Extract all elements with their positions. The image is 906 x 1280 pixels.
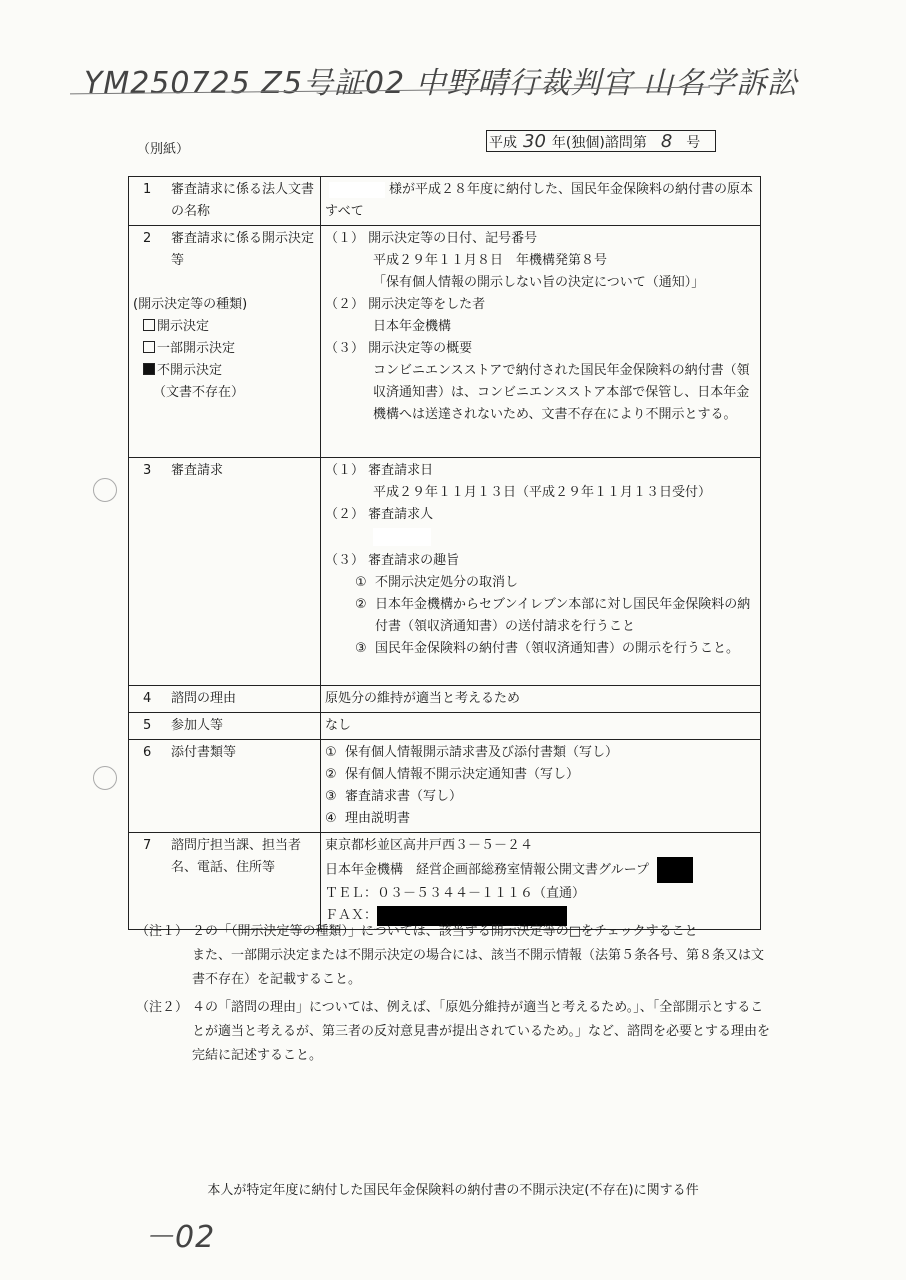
contact-address: 東京都杉並区高井戸西３－５－２４ xyxy=(325,838,534,853)
note xyxy=(136,996,776,1068)
row-number: 4 xyxy=(143,691,152,706)
checkbox-checked-icon xyxy=(143,363,155,375)
note xyxy=(136,920,776,992)
item-mark: ③ xyxy=(355,641,367,656)
row-number: 7 xyxy=(143,838,152,853)
row-label: 添付書類等 xyxy=(171,745,237,760)
request-purpose-heading: （３） 審査請求の趣旨 xyxy=(325,553,460,568)
row6-label-cell xyxy=(129,740,321,833)
table-row xyxy=(129,177,761,226)
table-row xyxy=(129,740,761,833)
row4-label-cell xyxy=(129,686,321,713)
item-mark: ③ xyxy=(325,789,337,804)
row-label: 諮問庁担当課、担当者名、電話、住所等 xyxy=(171,838,302,875)
case-prefix: 平成 xyxy=(489,135,517,151)
request-date: 平成２９年１１月１３日（平成２９年１１月１３日受付） xyxy=(373,485,712,500)
row7-content-cell xyxy=(321,833,761,930)
decision-summary: コンビニエンスストアで納付された国民年金保険料の納付書（領収済通知書）は、コンビニエンスストア本部で保管し、日本年金機構へは送達されないため、文書不存在により不開示とする。 xyxy=(373,363,750,422)
purpose-item xyxy=(325,572,756,594)
attachment-item xyxy=(325,786,756,808)
attachment-item xyxy=(325,764,756,786)
item-text: 保有個人情報開示請求書及び添付書類（写し） xyxy=(345,745,619,760)
contact-dept: 日本年金機構 経営企画部総務室情報公開文書グループ xyxy=(325,862,649,878)
handwritten-header: YM250725 Z5号証02 中野晴行裁判官 山名学訴訟 xyxy=(84,66,799,101)
item-mark: ② xyxy=(355,597,367,612)
requester-heading: （２） 審査請求人 xyxy=(325,507,434,522)
option-label: 開示決定 xyxy=(157,319,210,334)
item-mark: ① xyxy=(355,575,367,590)
row3-content-cell xyxy=(321,458,761,686)
item-mark: ④ xyxy=(325,811,337,826)
decision-date: 平成２９年１１月８日 年機構発第８号 xyxy=(373,253,608,268)
row-number: 2 xyxy=(143,231,152,246)
decision-summary-heading: （３） 開示決定等の概要 xyxy=(325,341,473,356)
row2-content-cell xyxy=(321,226,761,458)
document-subject: 本人が特定年度に納付した国民年金保険料の納付書の不開示決定(不存在)に関する件 xyxy=(207,1183,699,1198)
contact-fax: ＦＡＸ： xyxy=(325,908,378,923)
attachment-item xyxy=(325,742,756,764)
request-date-heading: （１） 審査請求日 xyxy=(325,463,434,478)
attachment-label: （別紙） xyxy=(137,142,190,157)
table-row xyxy=(129,226,761,458)
table-row xyxy=(129,833,761,930)
row-number: 3 xyxy=(143,463,152,478)
row-label: 諮問の理由 xyxy=(171,691,237,706)
option-label: 不開示決定 xyxy=(157,363,223,378)
requester-name xyxy=(325,526,756,550)
contact-tel: ＴＥＬ：０３－５３４４－１１１６（直通） xyxy=(325,886,586,901)
purpose-item xyxy=(325,638,756,660)
checkbox-unchecked-icon xyxy=(143,341,155,353)
case-number-box xyxy=(486,130,716,152)
case-number: 8 xyxy=(660,131,673,152)
row-number: 5 xyxy=(143,718,152,733)
row6-content-cell xyxy=(321,740,761,833)
decision-title: 「保有個人情報の開示しない旨の決定について（通知）」 xyxy=(373,275,705,290)
note-line: また、一部開示決定または不開示決定の場合には、該当不開示情報（法第５条各号、第８条又は文書不存在）を記載すること。 xyxy=(192,948,765,987)
redaction-black xyxy=(657,857,693,883)
option-reason: （文書不存在） xyxy=(153,385,245,400)
option-disclose xyxy=(133,316,316,338)
decision-maker: 日本年金機構 xyxy=(373,319,452,334)
note-tag: （注１） xyxy=(136,924,189,939)
table-row xyxy=(129,458,761,686)
row4-content-cell: 原処分の維持が適当と考えるため xyxy=(321,686,761,713)
inquiry-table xyxy=(128,176,761,930)
item-mark: ② xyxy=(325,767,337,782)
row-label: 審査請求に係る開示決定等 xyxy=(171,231,315,268)
item-text: 日本年金機構からセブンイレブン本部に対し国民年金保険料の納付書（領収済通知書）の送付請求を行うこと xyxy=(375,597,751,634)
item-text: 国民年金保険料の納付書（領収済通知書）の開示を行うこと。 xyxy=(375,641,740,656)
note-tag: （注２） xyxy=(136,1000,189,1015)
document-name: 様が平成２８年度に納付した、国民年金保険料の納付書の原本すべて xyxy=(325,182,754,219)
option-label: 一部開示決定 xyxy=(157,341,236,356)
contact-dept-line xyxy=(325,857,756,883)
note-line: ４の「諮問の理由」については、例えば、「原処分維持が適当と考えるため。」、「全部開示とすることが適当と考えるが、第三者の反対意見書が提出されているため。」など、諮問を必要とする理由を完結に記述すること。 xyxy=(192,1000,770,1063)
redaction-white xyxy=(329,182,385,198)
note-line: ２の「（開示決定等の種類）」については、該当する開示決定等の□をチェックすること xyxy=(192,924,698,939)
item-text: 理由説明書 xyxy=(345,811,411,826)
punch-hole xyxy=(93,478,117,502)
table-row xyxy=(129,686,761,713)
handwritten-footer: －02 xyxy=(144,1220,216,1255)
row-label: 参加人等 xyxy=(171,718,224,733)
checkbox-unchecked-icon xyxy=(143,319,155,331)
punch-hole xyxy=(93,766,117,790)
table-row xyxy=(129,713,761,740)
decision-maker-heading: （２） 開示決定等をした者 xyxy=(325,297,486,312)
attachment-item xyxy=(325,808,756,830)
option-partial xyxy=(133,338,316,360)
row1-content-cell xyxy=(321,177,761,226)
row-label: 審査請求 xyxy=(171,463,224,478)
item-text: 不開示決定処分の取消し xyxy=(375,575,519,590)
item-mark: ① xyxy=(325,745,337,760)
row3-label-cell xyxy=(129,458,321,686)
item-text: 保有個人情報不開示決定通知書（写し） xyxy=(345,767,580,782)
case-year: 30 xyxy=(523,131,546,152)
option-nondisclose xyxy=(133,360,316,382)
row2-label-cell xyxy=(129,226,321,458)
purpose-item xyxy=(325,594,756,638)
row7-label-cell xyxy=(129,833,321,930)
case-middle: 年(独個)諮問第 xyxy=(551,135,647,151)
redaction-white xyxy=(373,528,431,546)
row5-label-cell xyxy=(129,713,321,740)
item-text: 審査請求書（写し） xyxy=(345,789,463,804)
row-label: 審査請求に係る法人文書の名称 xyxy=(171,182,315,219)
row-number: 1 xyxy=(143,182,152,197)
decision-types-heading: (開示決定等の種類) xyxy=(133,297,248,312)
notes xyxy=(136,920,776,1068)
row-number: 6 xyxy=(143,745,152,760)
case-suffix: 号 xyxy=(686,135,701,151)
row1-label-cell xyxy=(129,177,321,226)
row5-content-cell: なし xyxy=(321,713,761,740)
decision-date-heading: （１） 開示決定等の日付、記号番号 xyxy=(325,231,538,246)
